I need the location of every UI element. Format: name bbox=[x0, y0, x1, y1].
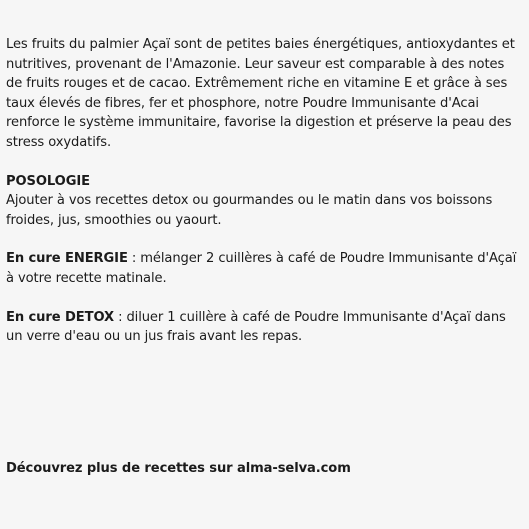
posologie-section bbox=[6, 172, 517, 231]
energie-text: : mélanger 2 cuillères à café de Poudre Immunisante d'Açaï à votre recette matinale. bbox=[6, 251, 517, 286]
posologie-text: Ajouter à vos recettes detox ou gourmandes ou le matin dans vos boissons froides, jus, smoothies ou yaourt. bbox=[6, 193, 493, 228]
detox-section bbox=[6, 308, 517, 347]
recipes-callout: Découvrez plus de recettes sur alma-selva.com bbox=[6, 461, 351, 476]
detox-text: : diluer 1 cuillère à café de Poudre Immunisante d'Açaï dans un verre d'eau ou un jus frais avant les repas. bbox=[6, 309, 506, 345]
detox-label: En cure DETOX bbox=[6, 309, 115, 325]
energie-section bbox=[6, 249, 517, 288]
energie-label: En cure ENERGIE bbox=[6, 251, 128, 267]
posologie-heading: POSOLOGIE bbox=[6, 173, 90, 189]
intro-paragraph: Les fruits du palmier Açaï sont de petites baies énergétiques, antioxydantes et nutritives, provenant de l'Amazonie. Leur saveur est comparable à des notes de fruits rouges et de cacao. Extrêmement riche en vitamine E et grâce à ses taux élevés de fibres, fer et phosphore, notre Poudre Immunisante d'Acai renforce le système immunitaire, favorise la digestion et préserve la peau des stress oxydatifs. bbox=[6, 37, 515, 150]
